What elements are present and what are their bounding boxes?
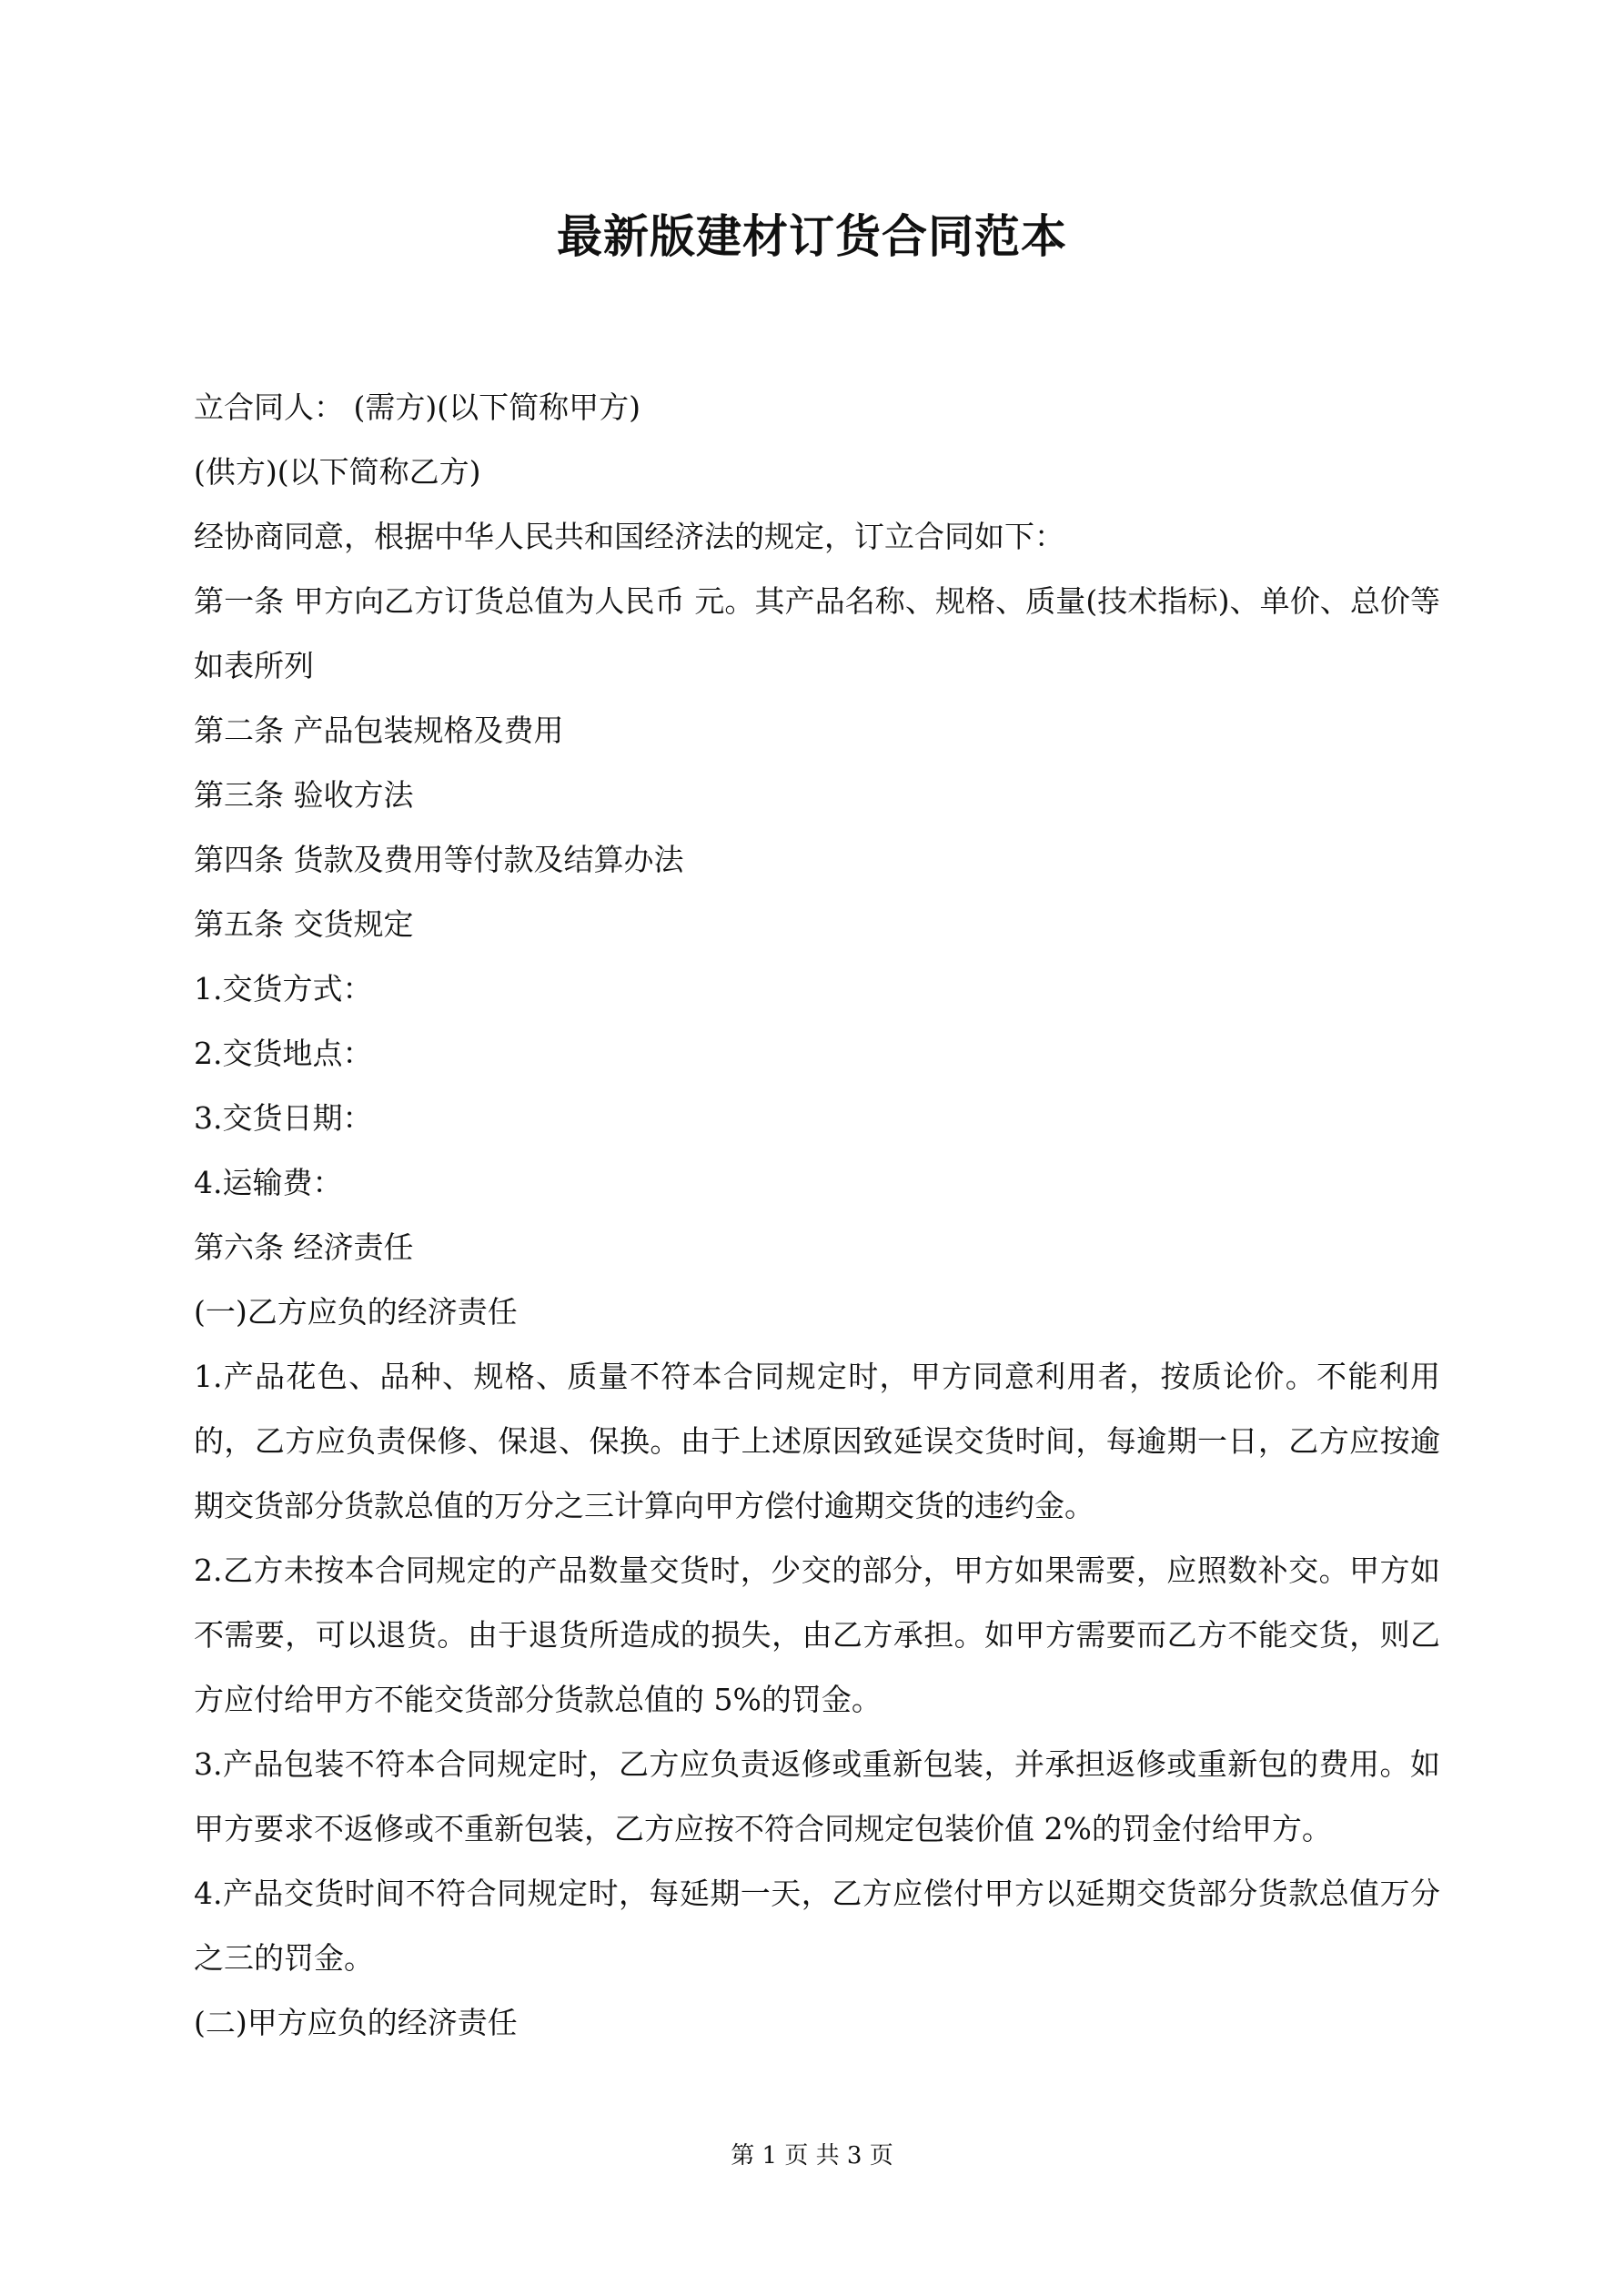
- paragraph-seller-liability-3: 3.产品包装不符本合同规定时，乙方应负责返修或重新包装，并承担返修或重新包的费用。如甲方要求不返修或不重新包装，乙方应按不符合同规定包装价值 2%的罚金付给甲方。: [194, 1746, 1440, 1846]
- paragraph-delivery-place: 2.交货地点：: [194, 1036, 373, 1071]
- paragraph-buyer-liability-heading: (二)甲方应负的经济责任: [194, 2005, 518, 2040]
- paragraph-parties-buyer: 立合同人： (需方)(以下简称甲方): [194, 389, 641, 425]
- paragraph-seller-liability-2: 2.乙方未按本合同规定的产品数量交货时，少交的部分，甲方如果需要，应照数补交。甲方如不需要，可以退货。由于退货所造成的损失，由乙方承担。如甲方需要而乙方不能交货，则乙方应付给甲方不能交货部分货款总值的 5%的罚金。: [194, 1553, 1440, 1717]
- document-body: [194, 375, 1440, 2055]
- paragraph-delivery-method: 1.交货方式：: [194, 971, 373, 1006]
- paragraph-transport-fee: 4.运输费：: [194, 1165, 343, 1200]
- paragraph-parties-seller: (供方)(以下简称乙方): [194, 454, 481, 490]
- paragraph-seller-liability-1: 1.产品花色、品种、规格、质量不符本合同规定时，甲方同意利用者，按质论价。不能利用的，乙方应负责保修、保退、保换。由于上述原因致延误交货时间，每逾期一日，乙方应按逾期交货部分货款总值的万分之三计算向甲方偿付逾期交货的违约金。: [194, 1359, 1440, 1523]
- paragraph-delivery-date: 3.交货日期：: [194, 1100, 373, 1136]
- paragraph-article-4: 第四条 货款及费用等付款及结算办法: [194, 842, 684, 877]
- paragraph-seller-liability-heading: (一)乙方应负的经济责任: [194, 1294, 518, 1330]
- paragraph-article-1: 第一条 甲方向乙方订货总值为人民币 元。其产品名称、规格、质量(技术指标)、单价、总价等如表所列: [194, 583, 1440, 683]
- paragraph-article-2: 第二条 产品包装规格及费用: [194, 713, 564, 748]
- paragraph-article-6: 第六条 经济责任: [194, 1229, 414, 1265]
- paragraph-preamble: 经协商同意，根据中华人民共和国经济法的规定，订立合同如下：: [194, 519, 1064, 554]
- paragraph-seller-liability-4: 4.产品交货时间不符合同规定时，每延期一天，乙方应偿付甲方以延期交货部分货款总值万分之三的罚金。: [194, 1876, 1440, 1976]
- page-number-footer: 第 1 页 共 3 页: [731, 2142, 893, 2170]
- document-title: 最新版建材订货合同范本: [557, 209, 1067, 263]
- paragraph-article-3: 第三条 验收方法: [194, 777, 414, 813]
- paragraph-article-5: 第五条 交货规定: [194, 906, 414, 942]
